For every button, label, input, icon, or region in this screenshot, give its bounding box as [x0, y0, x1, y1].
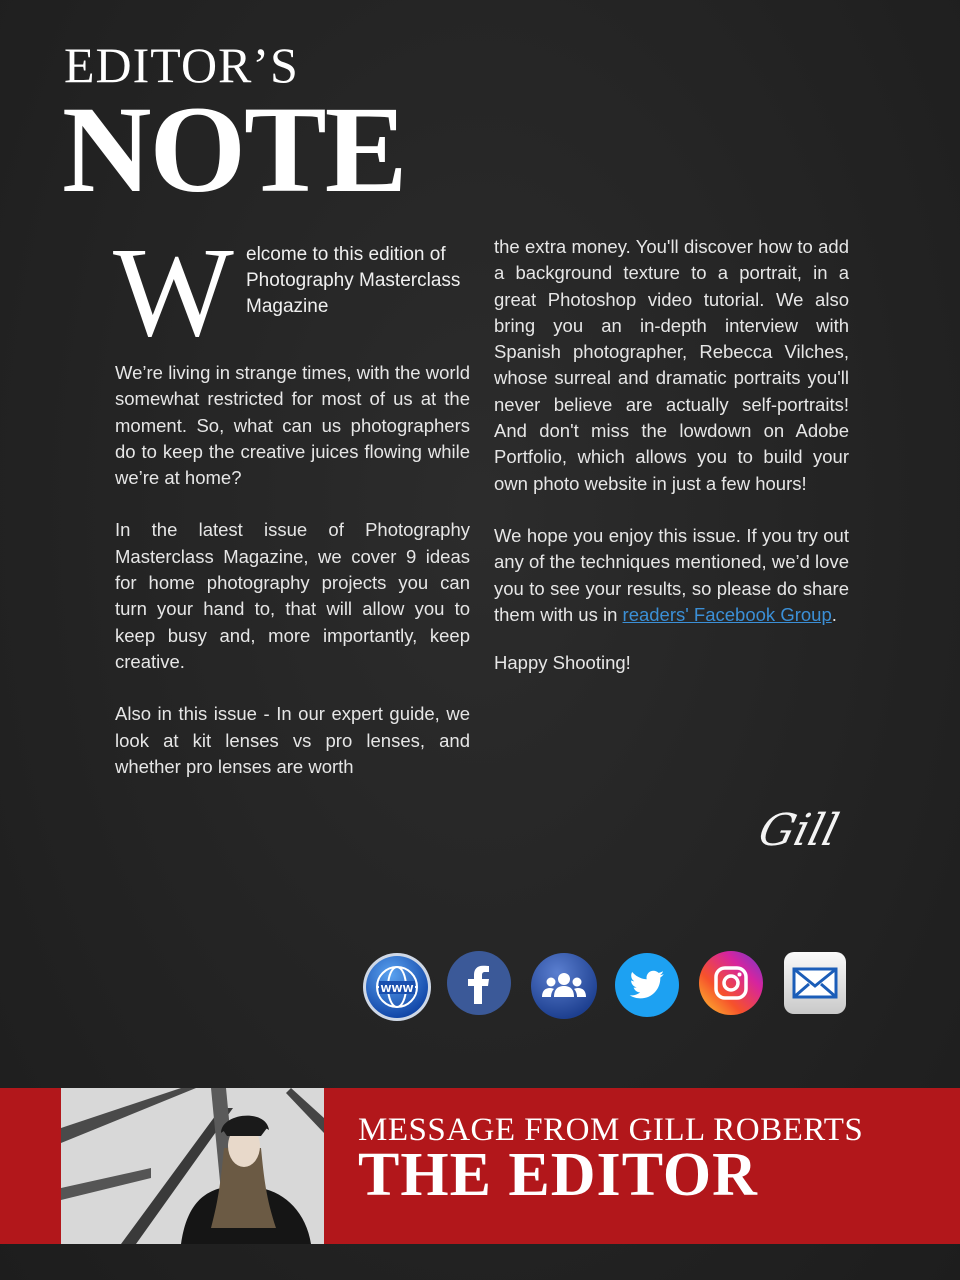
www-label: WWW	[380, 984, 414, 995]
globe-www-icon[interactable]	[362, 952, 430, 1020]
facebook-group-link[interactable]: readers' Facebook Group	[622, 603, 832, 625]
paragraph-also-in-issue: Also in this issue - In our expert guide, we look at kit lenses vs pro lenses, and whether pro lenses are worth	[115, 703, 470, 777]
share-text-end: .	[831, 603, 837, 625]
editor-signature: Gill	[753, 805, 844, 856]
group-icon[interactable]	[530, 952, 598, 1020]
instagram-icon[interactable]	[698, 950, 766, 1018]
banner-title: THE EDITOR	[358, 1141, 758, 1209]
paragraph-strange-times: We’re living in strange times, with the world somewhat restricted for most of us at the moment. So, what can us photographers do to keep the creative juices flowing while we’re at home?	[115, 362, 470, 489]
paragraph-latest-issue: In the latest issue of Photography Masterclass Magazine, we cover 9 ideas for home photography projects you can turn your hand to, that will allow you to keep busy and, more importantly, keep creative.	[115, 519, 470, 672]
title-note: NOTE	[62, 81, 406, 218]
title-editors: EDITOR’S	[64, 37, 299, 93]
banner-subtitle: MESSAGE FROM GILL ROBERTS	[358, 1112, 864, 1148]
left-column	[115, 360, 470, 780]
share-text: We hope you enjoy this issue. If you try out any of the techniques mentioned, we’d love you to see your results, so please do share them with us in	[494, 524, 849, 625]
happy-shooting-text: Happy Shooting!	[494, 652, 631, 674]
twitter-icon[interactable]	[614, 952, 682, 1020]
editor-photo	[61, 1088, 324, 1244]
paragraph-hope-you-enjoy	[494, 523, 849, 628]
email-icon[interactable]	[782, 950, 850, 1018]
paragraph-extra-money: the extra money. You'll discover how to add a background texture to a portrait, in a great Photoshop video tutorial. We also bring you an in-depth interview with Spanish photographer, Rebecca Vilches, whose surreal and dramatic portraits you'll never believe are actually self-portraits! And don't miss the lowdown on Adobe Portfolio, which allows you to build your own photo website in just a few hours!	[494, 236, 849, 494]
facebook-icon[interactable]	[446, 950, 514, 1018]
right-column	[494, 234, 849, 702]
dropcap-letter: W	[113, 221, 234, 363]
intro-text: elcome to this edition of Photography Masterclass Magazine	[246, 244, 461, 317]
